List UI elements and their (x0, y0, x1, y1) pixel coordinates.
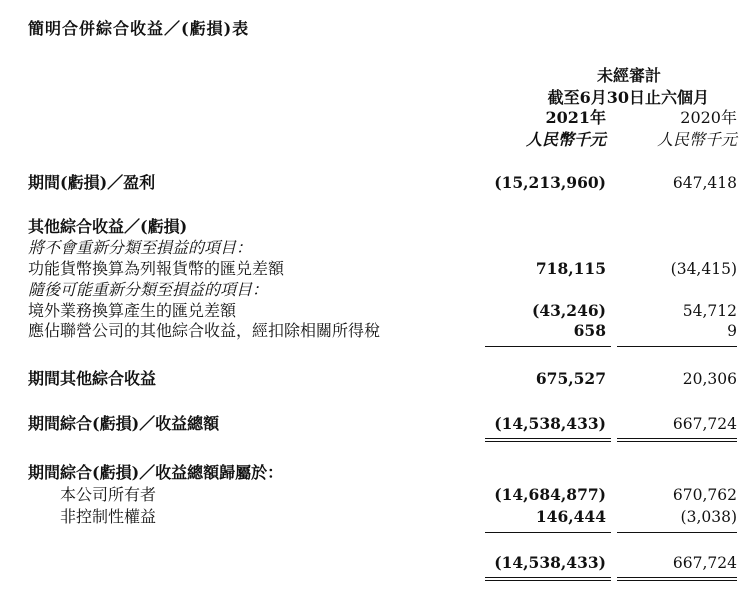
value-2021: 718,115 (535, 259, 606, 278)
subtotal-rule (617, 532, 737, 533)
row-label: 應佔聯營公司的其他綜合收益，經扣除相關所得稅 (28, 321, 381, 340)
row-label: 境外業務換算產生的匯兑差額 (28, 301, 237, 320)
value-2020: 667,724 (672, 415, 737, 433)
row-label: 期間(虧損)／盈利 (28, 173, 156, 192)
total-double-rule (485, 577, 611, 578)
header-unit-2020: 人民幣千元 (656, 130, 737, 149)
value-2020: 20,306 (682, 370, 737, 388)
total-double-rule (485, 441, 611, 442)
total-double-rule (617, 577, 737, 578)
subtotal-rule (617, 346, 737, 347)
table-row (0, 367, 747, 391)
value-2020: 670,762 (672, 486, 737, 504)
table-row (0, 412, 747, 436)
header-year-2020: 2020年 (680, 108, 737, 127)
value-2020: 9 (727, 322, 737, 340)
row-label: 期間綜合(虧損)／收益總額歸屬於： (28, 463, 284, 482)
subtotal-rule (485, 532, 611, 533)
row-label: 期間其他綜合收益 (28, 369, 157, 388)
table-row (0, 461, 747, 485)
table-row (0, 551, 747, 575)
value-2021: (14,538,433) (494, 414, 606, 433)
row-label: 功能貨幣換算為列報貨幣的匯兑差額 (28, 259, 285, 278)
row-label: 非控制性權益 (60, 507, 157, 526)
row-label: 將不會重新分類至損益的項目： (28, 238, 253, 257)
value-2021: 146,444 (535, 507, 606, 526)
row-label: 隨後可能重新分類至損益的項目： (28, 280, 269, 299)
header-year-2021: 2021年 (545, 108, 606, 127)
value-2020: (3,038) (680, 508, 737, 526)
total-double-rule (485, 438, 611, 439)
value-2020: 667,724 (672, 554, 737, 572)
table-row (0, 319, 747, 343)
subtotal-rule (485, 346, 611, 347)
table-row (0, 505, 747, 529)
header-unaudited: 未經審計 (596, 66, 661, 85)
value-2021: (14,684,877) (494, 485, 606, 504)
value-2020: (34,415) (670, 260, 737, 278)
total-double-rule (485, 580, 611, 581)
value-2021: 658 (573, 321, 606, 340)
header-period: 截至6月30日止六個月 (547, 88, 709, 107)
table-row (0, 483, 747, 507)
value-2021: (14,538,433) (494, 553, 606, 572)
value-2020: 647,418 (672, 174, 737, 192)
header-unit-2021: 人民幣千元 (525, 130, 606, 149)
value-2020: 54,712 (682, 302, 737, 320)
row-label: 其他綜合收益／(虧損) (28, 217, 188, 236)
row-label: 期間綜合(虧損)／收益總額 (28, 414, 220, 433)
value-2021: (43,246) (532, 301, 606, 320)
value-2021: (15,213,960) (494, 173, 606, 192)
total-double-rule (617, 441, 737, 442)
statement-title: 簡明合併綜合收益／(虧損)表 (28, 19, 250, 38)
row-label: 本公司所有者 (60, 485, 157, 504)
total-double-rule (617, 580, 737, 581)
total-double-rule (617, 438, 737, 439)
value-2021: 675,527 (535, 369, 606, 388)
table-row (0, 171, 747, 195)
